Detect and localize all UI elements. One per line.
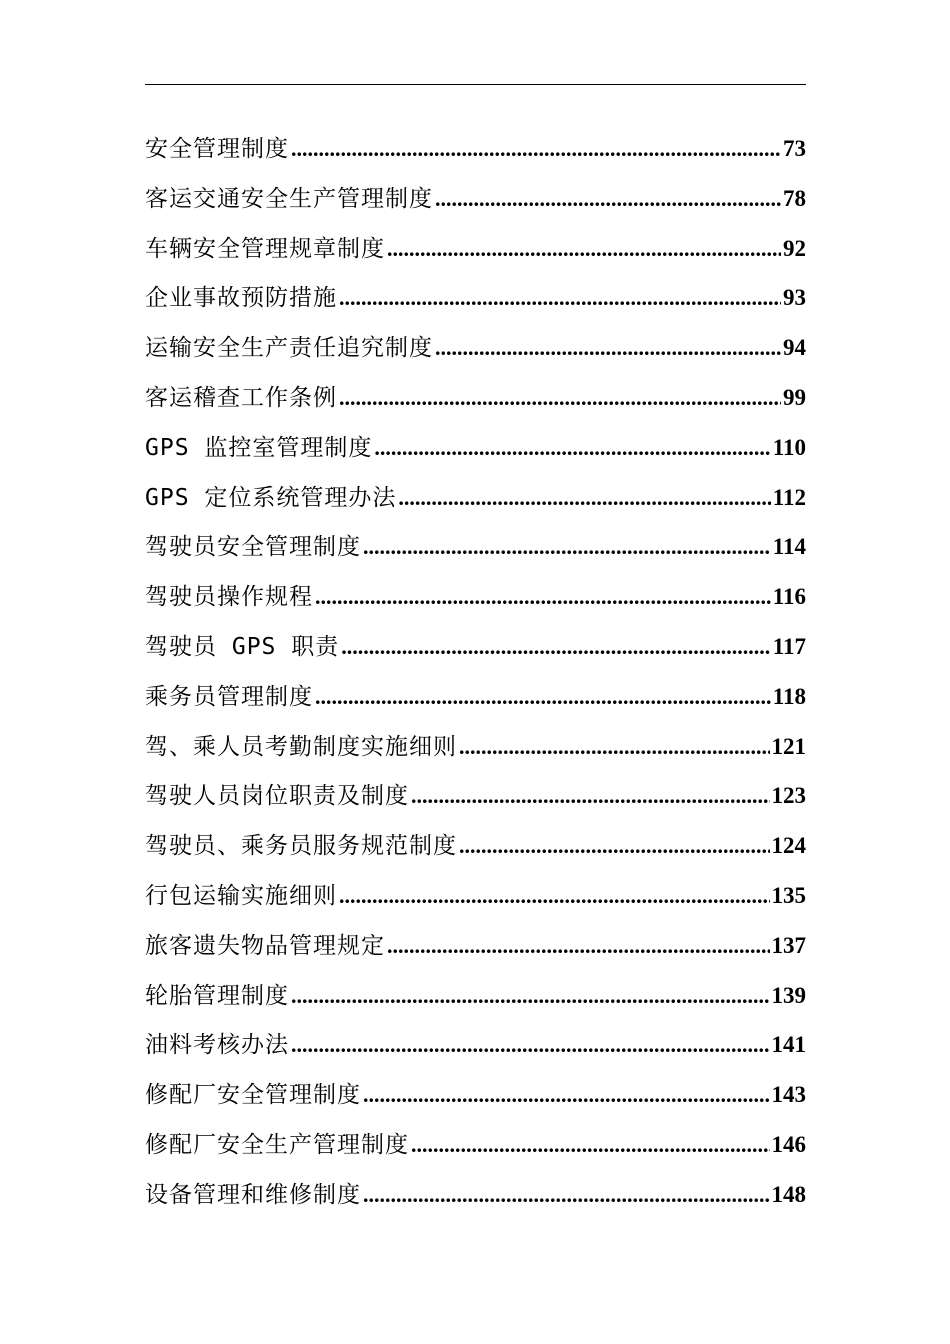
toc-entry-title: 驾驶员操作规程 xyxy=(145,584,313,611)
toc-page-number: 143 xyxy=(771,1082,806,1108)
toc-entry-title: 轮胎管理制度 xyxy=(145,982,289,1009)
toc-page-number: 121 xyxy=(771,733,806,759)
toc-entry[interactable] xyxy=(145,622,806,672)
toc-entry[interactable] xyxy=(145,323,806,373)
toc-entry-title: 行包运输实施细则 xyxy=(145,882,337,909)
table-of-contents xyxy=(145,124,806,1220)
toc-page-number: 114 xyxy=(772,534,806,560)
toc-page-number: 118 xyxy=(772,683,806,709)
toc-leader-dots xyxy=(339,871,770,921)
toc-page-number: 92 xyxy=(783,235,806,261)
toc-entry[interactable] xyxy=(145,672,806,722)
toc-leader-dots xyxy=(435,323,781,373)
toc-page-number: 117 xyxy=(772,633,806,659)
toc-entry[interactable] xyxy=(145,124,806,174)
toc-entry-title: 驾、乘人员考勤制度实施细则 xyxy=(145,733,457,760)
toc-leader-dots xyxy=(339,273,781,323)
toc-entry[interactable] xyxy=(145,1120,806,1170)
toc-page-number: 112 xyxy=(772,484,806,510)
toc-leader-dots xyxy=(315,572,771,622)
toc-page-number: 123 xyxy=(771,783,806,809)
header-rule xyxy=(145,84,806,85)
toc-entry-title: 驾驶员安全管理制度 xyxy=(145,534,361,561)
toc-entry[interactable] xyxy=(145,572,806,622)
toc-leader-dots xyxy=(411,1120,770,1170)
toc-entry[interactable] xyxy=(145,1020,806,1070)
toc-entry-title: GPS 监控室管理制度 xyxy=(145,434,373,461)
toc-entry-title: 乘务员管理制度 xyxy=(145,683,313,710)
toc-entry-title: 企业事故预防措施 xyxy=(145,285,337,312)
toc-page-number: 135 xyxy=(771,882,806,908)
toc-page-number: 110 xyxy=(772,434,806,460)
toc-entry-title: 驾驶人员岗位职责及制度 xyxy=(145,783,409,810)
toc-entry-title: GPS 定位系统管理办法 xyxy=(145,484,397,511)
toc-entry[interactable] xyxy=(145,722,806,772)
toc-page-number: 148 xyxy=(771,1181,806,1207)
toc-entry[interactable] xyxy=(145,224,806,274)
toc-page-number: 146 xyxy=(771,1131,806,1157)
toc-entry[interactable] xyxy=(145,1170,806,1220)
toc-leader-dots xyxy=(291,124,781,174)
toc-entry[interactable] xyxy=(145,423,806,473)
toc-page-number: 124 xyxy=(771,833,806,859)
toc-entry[interactable] xyxy=(145,1070,806,1120)
toc-leader-dots xyxy=(291,1020,770,1070)
toc-entry[interactable] xyxy=(145,871,806,921)
toc-entry[interactable] xyxy=(145,771,806,821)
toc-leader-dots xyxy=(339,373,781,423)
toc-entry-title: 旅客遗失物品管理规定 xyxy=(145,932,385,959)
toc-page-number: 99 xyxy=(783,384,806,410)
toc-entry-title: 客运稽查工作条例 xyxy=(145,384,337,411)
toc-leader-dots xyxy=(459,821,770,871)
toc-entry-title: 客运交通安全生产管理制度 xyxy=(145,185,433,212)
toc-leader-dots xyxy=(363,1070,770,1120)
toc-leader-dots xyxy=(398,473,770,523)
toc-page-number: 73 xyxy=(783,136,806,161)
toc-entry-title: 驾驶员、乘务员服务规范制度 xyxy=(145,833,457,860)
toc-leader-dots xyxy=(363,522,771,572)
toc-entry[interactable] xyxy=(145,273,806,323)
toc-entry[interactable] xyxy=(145,473,806,523)
toc-page-number: 116 xyxy=(772,584,806,610)
toc-entry[interactable] xyxy=(145,921,806,971)
toc-entry[interactable] xyxy=(145,174,806,224)
toc-entry[interactable] xyxy=(145,821,806,871)
toc-leader-dots xyxy=(315,672,771,722)
toc-leader-dots xyxy=(435,174,781,224)
toc-leader-dots xyxy=(341,622,771,672)
toc-page-number: 141 xyxy=(771,1032,806,1058)
toc-entry-title: 车辆安全管理规章制度 xyxy=(145,235,385,262)
toc-entry[interactable] xyxy=(145,373,806,423)
toc-leader-dots xyxy=(459,722,770,772)
toc-entry[interactable] xyxy=(145,522,806,572)
toc-leader-dots xyxy=(363,1170,770,1220)
toc-page-number: 78 xyxy=(783,185,806,211)
toc-leader-dots xyxy=(411,771,770,821)
toc-leader-dots xyxy=(387,224,781,274)
toc-entry-title: 安全管理制度 xyxy=(145,136,289,162)
toc-leader-dots xyxy=(387,921,770,971)
toc-entry-title: 运输安全生产责任追究制度 xyxy=(145,335,433,362)
toc-leader-dots xyxy=(291,971,770,1021)
toc-entry-title: 修配厂安全生产管理制度 xyxy=(145,1131,409,1158)
toc-entry-title: 修配厂安全管理制度 xyxy=(145,1082,361,1109)
toc-page-number: 139 xyxy=(771,982,806,1008)
toc-page-number: 137 xyxy=(771,932,806,958)
toc-entry[interactable] xyxy=(145,971,806,1021)
toc-entry-title: 油料考核办法 xyxy=(145,1032,289,1059)
toc-entry-title: 设备管理和维修制度 xyxy=(145,1181,361,1208)
toc-page-number: 94 xyxy=(783,335,806,361)
toc-page-number: 93 xyxy=(783,285,806,311)
toc-entry-title: 驾驶员 GPS 职责 xyxy=(145,633,340,660)
toc-leader-dots xyxy=(374,423,770,473)
